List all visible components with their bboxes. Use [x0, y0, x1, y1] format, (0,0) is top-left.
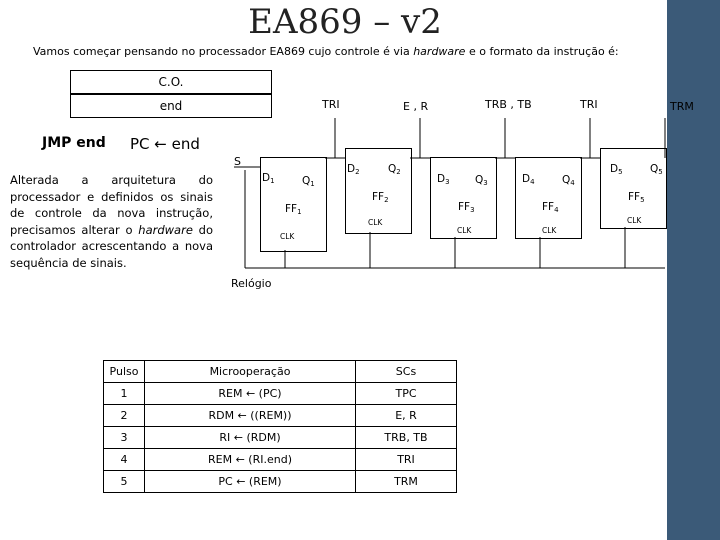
start-signal-label: S: [234, 155, 241, 168]
table-row: [104, 383, 457, 405]
ff1-d-label: D1: [262, 172, 275, 185]
scs-cell: TRM: [356, 471, 457, 493]
para-italic: hardware: [138, 222, 193, 237]
intro-italic: hardware: [413, 45, 466, 58]
ff4-clk-label: CLK: [542, 226, 557, 235]
intro-part-2: e o formato da instrução é:: [465, 45, 619, 58]
jmp-semantics: PC ← end: [130, 135, 200, 153]
signal-label-2: E , R: [403, 100, 429, 113]
microoperation-table: [103, 360, 457, 493]
pulse-cell: 2: [104, 405, 145, 427]
pulse-cell: 5: [104, 471, 145, 493]
table-header-row: [104, 361, 457, 383]
microop-cell: REM ← (PC): [145, 383, 356, 405]
ff3-d-label: D3: [437, 173, 450, 186]
scs-cell: TRB, TB: [356, 427, 457, 449]
jmp-instruction: JMP end: [42, 135, 106, 151]
signal-label-1: TRI: [322, 98, 340, 111]
scs-cell: TPC: [356, 383, 457, 405]
ff2-clk-label: CLK: [368, 218, 383, 227]
ff5-clk-label: CLK: [627, 216, 642, 225]
header-scs: SCs: [356, 361, 457, 383]
pulse-cell: 1: [104, 383, 145, 405]
opcode-field: C.O.: [70, 70, 272, 94]
signal-label-4: TRI: [580, 98, 598, 111]
ff2-d-label: D2: [347, 163, 360, 176]
para-part-2: do controlador acrescentando a nova sequência de sinais.: [10, 222, 213, 270]
pulse-cell: 3: [104, 427, 145, 449]
para-part-1: Alterada a arquitetura do processador e definidos os sinais de controle da nova instrução, precisamos alterar o: [10, 173, 213, 237]
ff1-clk-label: CLK: [280, 232, 295, 241]
ff4-q-label: Q4: [562, 174, 575, 187]
ff1-q-label: Q1: [302, 175, 315, 188]
microop-cell: RDM ← ((REM)): [145, 405, 356, 427]
ff5-d-label: D5: [610, 163, 623, 176]
table-row: [104, 427, 457, 449]
pulse-cell: 4: [104, 449, 145, 471]
microop-cell: PC ← (REM): [145, 471, 356, 493]
ff5-q-label: Q5: [650, 163, 663, 176]
signal-label-3: TRB , TB: [485, 98, 532, 111]
microop-cell: REM ← (RI.end): [145, 449, 356, 471]
header-pulse: Pulso: [104, 361, 145, 383]
ff3-q-label: Q3: [475, 174, 488, 187]
ff3-name: FF3: [458, 201, 475, 214]
table-row: [104, 449, 457, 471]
slide-title: EA869 – v2: [248, 2, 442, 42]
ff5-name: FF5: [628, 191, 645, 204]
ff1-name: FF1: [285, 203, 302, 216]
ff2-name: FF2: [372, 191, 389, 204]
intro-part-1: Vamos começar pensando no processador EA869 cujo controle é via: [33, 45, 414, 58]
ff2-q-label: Q2: [388, 163, 401, 176]
ff4-d-label: D4: [522, 173, 535, 186]
table-row: [104, 405, 457, 427]
clock-label: Relógio: [231, 277, 272, 290]
address-field: end: [70, 94, 272, 118]
signal-label-5: TRM: [670, 100, 694, 113]
microop-cell: RI ← (RDM): [145, 427, 356, 449]
header-microoperation: Microoperação: [145, 361, 356, 383]
scs-cell: E, R: [356, 405, 457, 427]
table-row: [104, 471, 457, 493]
ff4-name: FF4: [542, 201, 559, 214]
scs-cell: TRI: [356, 449, 457, 471]
ff3-clk-label: CLK: [457, 226, 472, 235]
